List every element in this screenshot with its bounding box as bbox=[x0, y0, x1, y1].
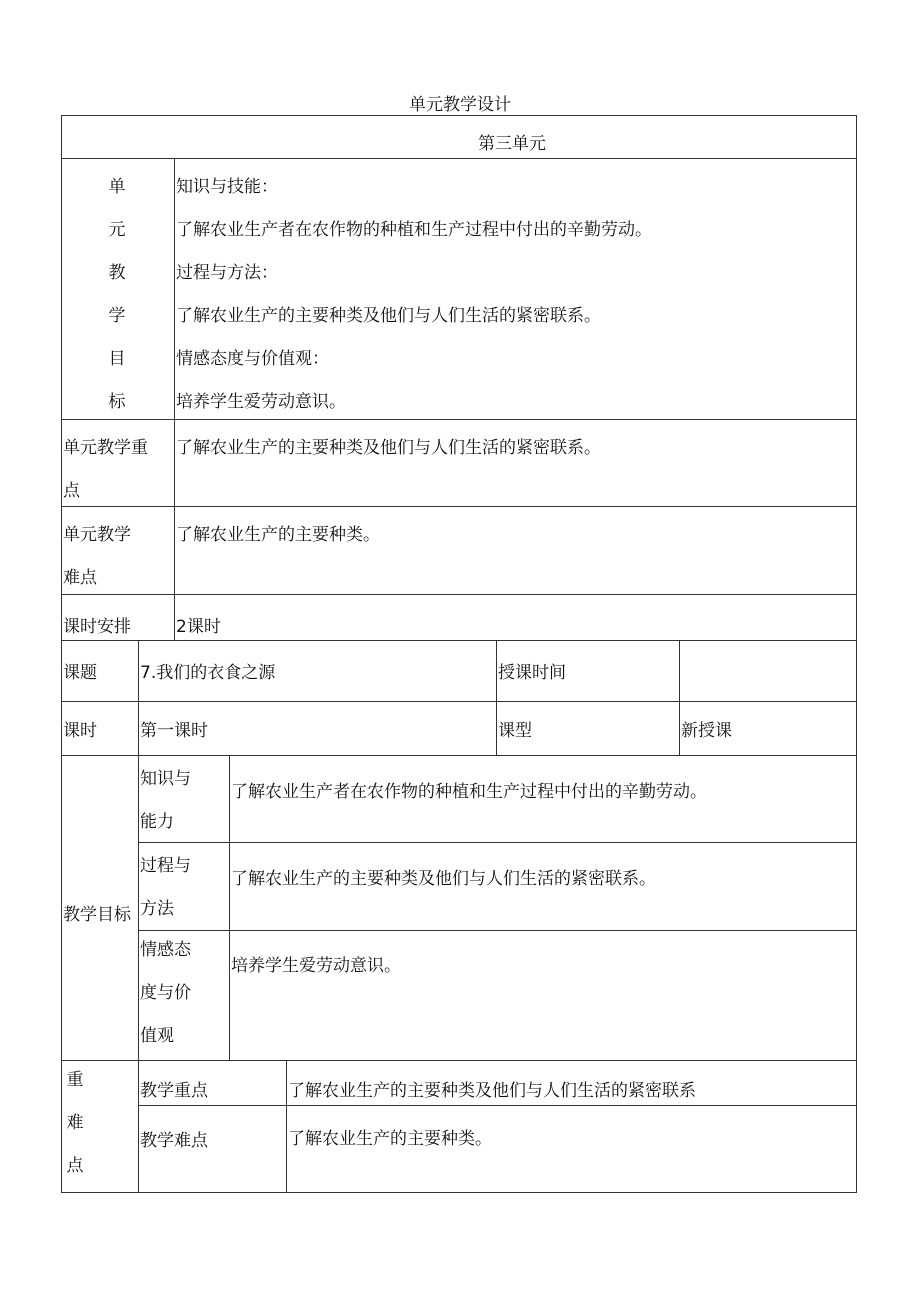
period-value: 第一课时 bbox=[140, 721, 208, 741]
unit-difficulties-content-cell bbox=[174, 506, 857, 595]
unit-difficulties-label-line: 单元教学 bbox=[63, 525, 131, 545]
unit-goals-label-char: 单 bbox=[108, 177, 126, 197]
goal-attitude-content-cell bbox=[229, 930, 857, 1061]
goal-attitude-label-line: 度与价 bbox=[140, 983, 191, 1003]
unit-header: 第三单元 bbox=[478, 134, 546, 154]
key-difficult-label-char: 难 bbox=[66, 1113, 84, 1133]
topic-label: 课题 bbox=[63, 663, 97, 683]
goal-process-content: 了解农业生产的主要种类及他们与人们生活的紧密联系。 bbox=[231, 869, 656, 889]
key-points-content: 了解农业生产的主要种类及他们与人们生活的紧密联系 bbox=[288, 1081, 696, 1101]
schedule-label: 课时安排 bbox=[63, 617, 131, 637]
unit-goals-line: 了解农业生产者在农作物的种植和生产过程中付出的辛勤劳动。 bbox=[176, 220, 652, 240]
unit-key-points-label-line: 单元教学重 bbox=[63, 438, 148, 458]
key-difficult-label bbox=[60, 1070, 90, 1199]
goal-attitude-content: 培养学生爱劳动意识。 bbox=[231, 956, 401, 976]
goal-attitude-label-line: 值观 bbox=[140, 1026, 174, 1046]
unit-difficulties-label-line: 难点 bbox=[63, 568, 97, 588]
goal-process-label-line: 方法 bbox=[140, 899, 174, 919]
unit-goals-label-char: 标 bbox=[108, 392, 126, 412]
unit-goals-line: 了解农业生产的主要种类及他们与人们生活的紧密联系。 bbox=[176, 306, 601, 326]
goal-process-label-line: 过程与 bbox=[140, 856, 191, 876]
teaching-goals-label: 教学目标 bbox=[63, 905, 131, 925]
unit-goals-label bbox=[102, 177, 132, 435]
key-difficult-label-char: 重 bbox=[66, 1070, 84, 1090]
difficult-points-label: 教学难点 bbox=[140, 1131, 208, 1151]
unit-goals-line: 知识与技能： bbox=[176, 177, 278, 197]
unit-goals-label-char: 目 bbox=[108, 349, 126, 369]
difficult-points-content: 了解农业生产的主要种类。 bbox=[288, 1129, 492, 1149]
document-title: 单元教学设计 bbox=[409, 95, 511, 115]
teaching-time-label: 授课时间 bbox=[498, 663, 566, 683]
unit-goals-line: 过程与方法： bbox=[176, 263, 278, 283]
period-label: 课时 bbox=[63, 721, 97, 741]
schedule-value-cell bbox=[174, 594, 857, 641]
unit-key-points-content-cell bbox=[174, 419, 857, 507]
teaching-time-value-cell bbox=[679, 640, 857, 702]
unit-goals-line: 情感态度与价值观： bbox=[176, 349, 329, 369]
unit-goals-label-char: 元 bbox=[108, 220, 126, 240]
unit-difficulties-content: 了解农业生产的主要种类。 bbox=[176, 525, 380, 545]
lesson-type-value: 新授课 bbox=[681, 721, 732, 741]
unit-key-points-label-line: 点 bbox=[63, 481, 80, 501]
goal-knowledge-content: 了解农业生产者在农作物的种植和生产过程中付出的辛勤劳动。 bbox=[231, 782, 707, 802]
unit-header-cell bbox=[61, 115, 857, 159]
unit-goals-label-char: 学 bbox=[108, 306, 126, 326]
difficult-points-content-cell bbox=[286, 1105, 857, 1193]
unit-key-points-content: 了解农业生产的主要种类及他们与人们生活的紧密联系。 bbox=[176, 438, 601, 458]
unit-goals-content bbox=[176, 177, 652, 435]
lesson-type-label: 课型 bbox=[498, 721, 532, 741]
unit-goals-label-char: 教 bbox=[108, 263, 126, 283]
key-difficult-label-char: 点 bbox=[66, 1156, 84, 1176]
goal-attitude-label-line: 情感态 bbox=[140, 940, 191, 960]
topic-value: 7.我们的衣食之源 bbox=[140, 663, 276, 683]
key-points-label: 教学重点 bbox=[140, 1081, 208, 1101]
goal-knowledge-label-line: 能力 bbox=[140, 812, 174, 832]
goal-attitude-label bbox=[140, 940, 191, 1069]
goal-knowledge-label-line: 知识与 bbox=[140, 769, 191, 789]
unit-goals-line: 培养学生爱劳动意识。 bbox=[176, 392, 346, 412]
schedule-value: 2课时 bbox=[176, 617, 221, 637]
